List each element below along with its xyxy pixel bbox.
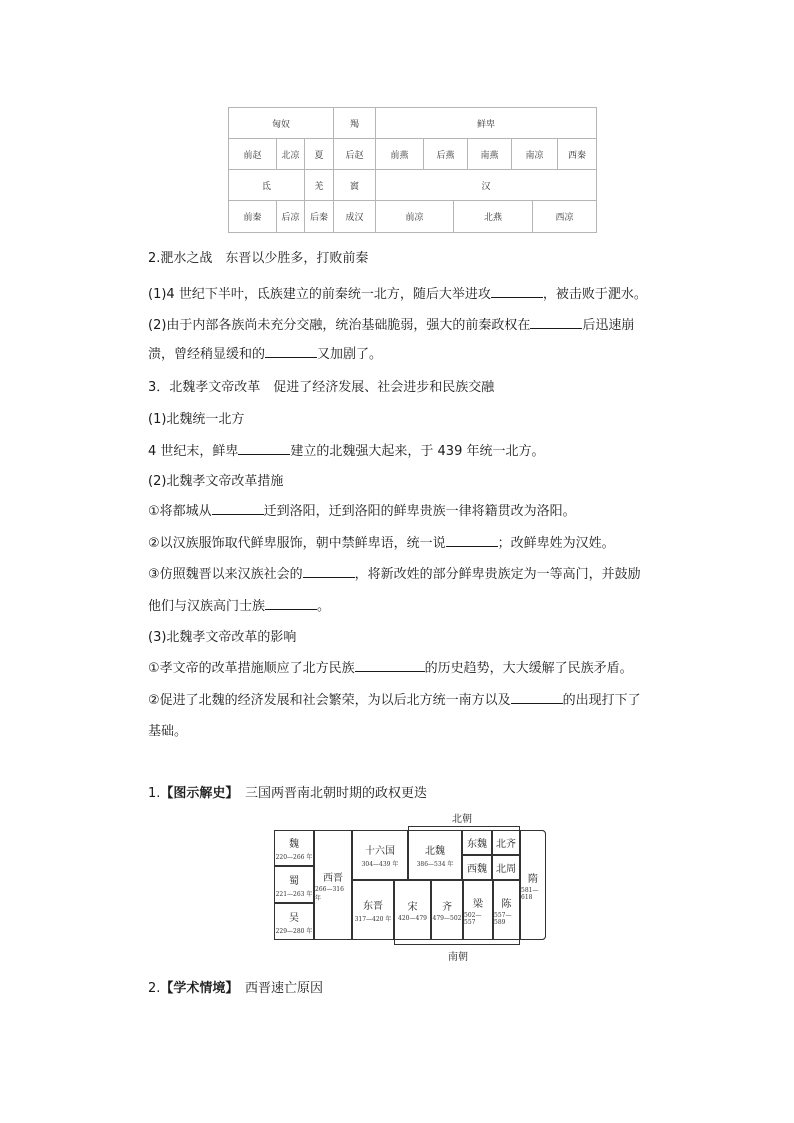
northern-zhou-box: 北周: [492, 855, 520, 880]
fill-blank[interactable]: [530, 316, 582, 329]
fill-blank[interactable]: [491, 285, 543, 298]
wu-box: 吴 229—280 年: [274, 903, 314, 940]
table-cell: 成汉: [334, 201, 376, 232]
fill-blank[interactable]: [265, 597, 317, 610]
northern-qi-box: 北齐: [492, 830, 520, 855]
fill-blank[interactable]: [212, 502, 264, 515]
paragraph: 基础。: [148, 724, 188, 739]
table-cell: 賨: [334, 170, 376, 201]
table-cell: 前凉: [376, 201, 454, 232]
north-dynasties-label: 北朝: [452, 814, 472, 825]
table-cell: 后燕: [424, 139, 468, 170]
fill-blank[interactable]: [355, 659, 425, 672]
eastern-wei-box: 东魏: [462, 830, 492, 855]
western-wei-box: 西魏: [462, 855, 492, 880]
western-jin-box: 西晋 266—316 年: [314, 830, 352, 940]
liang-box: 梁 502—557: [463, 880, 493, 940]
qi-box: 齐 479—502: [431, 880, 463, 940]
ethnic-regime-table: [228, 107, 597, 233]
table-cell: 西秦: [558, 139, 596, 170]
south-bracket: [394, 944, 520, 945]
eastern-jin-box: 东晋 317—420 年: [352, 880, 394, 940]
fill-blank[interactable]: [511, 691, 563, 704]
academic-context-heading: 2.【学术情境】 西晋速亡原因: [148, 981, 323, 996]
fill-blank[interactable]: [446, 534, 498, 547]
north-bracket: [408, 826, 520, 827]
sui-box: 隋 581—618: [520, 830, 546, 940]
table-cell: 前赵: [229, 139, 277, 170]
northern-wei-box: 北魏 386—534 年: [408, 830, 462, 880]
southern-dynasties-label: 南朝: [448, 952, 468, 963]
subheading: (2)北魏孝文帝改革措施: [148, 474, 284, 489]
paragraph: (1)4 世纪下半叶，氐族建立的前秦统一北方，随后大举进攻 ，被击败于淝水。: [148, 287, 647, 302]
table-cell: 后凉: [277, 201, 305, 232]
song-box: 宋 420—479: [394, 880, 431, 940]
table-cell: 后赵: [334, 139, 376, 170]
paragraph: ①将都城从 迁到洛阳，迁到洛阳的鲜卑贵族一律将籍贯改为洛阳。: [148, 504, 576, 519]
paragraph: 4 世纪末，鲜卑 建立的北魏强大起来，于 439 年统一北方。: [148, 444, 545, 459]
table-cell: 羌: [305, 170, 334, 201]
table-cell: 前秦: [229, 201, 277, 232]
shu-box: 蜀 221—263 年: [274, 866, 314, 903]
subheading: (1)北魏统一北方: [148, 412, 245, 427]
table-cell: 南燕: [468, 139, 512, 170]
wei-box: 魏 220—266 年: [274, 830, 314, 866]
paragraph: ③仿照魏晋以来汉族社会的 ，将新改姓的部分鲜卑贵族定为一等高门，并鼓励: [148, 567, 641, 582]
table-cell: 汉: [376, 170, 596, 201]
section-heading-feishui: 2.淝水之战 东晋以少胜多，打败前秦: [148, 251, 369, 266]
subheading: (3)北魏孝文帝改革的影响: [148, 630, 297, 645]
paragraph: ②以汉族服饰取代鲜卑服饰，朝中禁鲜卑语，统一说 ；改鲜卑姓为汉姓。: [148, 536, 615, 551]
section-heading-xiaowen-reform: 3．北魏孝文帝改革 促进了经济发展、社会进步和民族交融: [148, 380, 495, 395]
paragraph: ②促进了北魏的经济发展和社会繁荣，为以后北方统一南方以及 的出现打下了: [148, 693, 641, 708]
fill-blank[interactable]: [303, 565, 355, 578]
table-cell: 匈奴: [229, 108, 334, 139]
sixteen-kingdoms-box: 十六国 304—439 年: [352, 830, 408, 880]
table-cell: 南凉: [512, 139, 558, 170]
table-cell: 前燕: [376, 139, 424, 170]
fill-blank[interactable]: [265, 345, 317, 358]
paragraph: (2)由于内部各族尚未充分交融，统治基础脆弱，强大的前秦政权在 后迅速崩: [148, 318, 635, 333]
paragraph: ①孝文帝的改革措施顺应了北方民族 的历史趋势，大大缓解了民族矛盾。: [148, 661, 633, 676]
table-cell: 氐: [229, 170, 305, 201]
paragraph: 溃，曾经稍显缓和的 又加剧了。: [148, 347, 383, 362]
table-cell: 夏: [305, 139, 334, 170]
table-cell: 北凉: [277, 139, 305, 170]
table-cell: 西凉: [555, 213, 574, 223]
table-cell: 鲜卑: [376, 108, 596, 139]
chen-box: 陈 557—589: [493, 880, 520, 940]
table-cell: 北燕: [454, 201, 533, 232]
table-cell: 后秦: [305, 201, 334, 232]
figure-heading: 1.【图示解史】 三国两晋南北朝时期的政权更迭: [148, 786, 427, 801]
table-cell: 羯: [334, 108, 376, 139]
paragraph: 他们与汉族高门士族 。: [148, 599, 331, 614]
fill-blank[interactable]: [238, 442, 290, 455]
